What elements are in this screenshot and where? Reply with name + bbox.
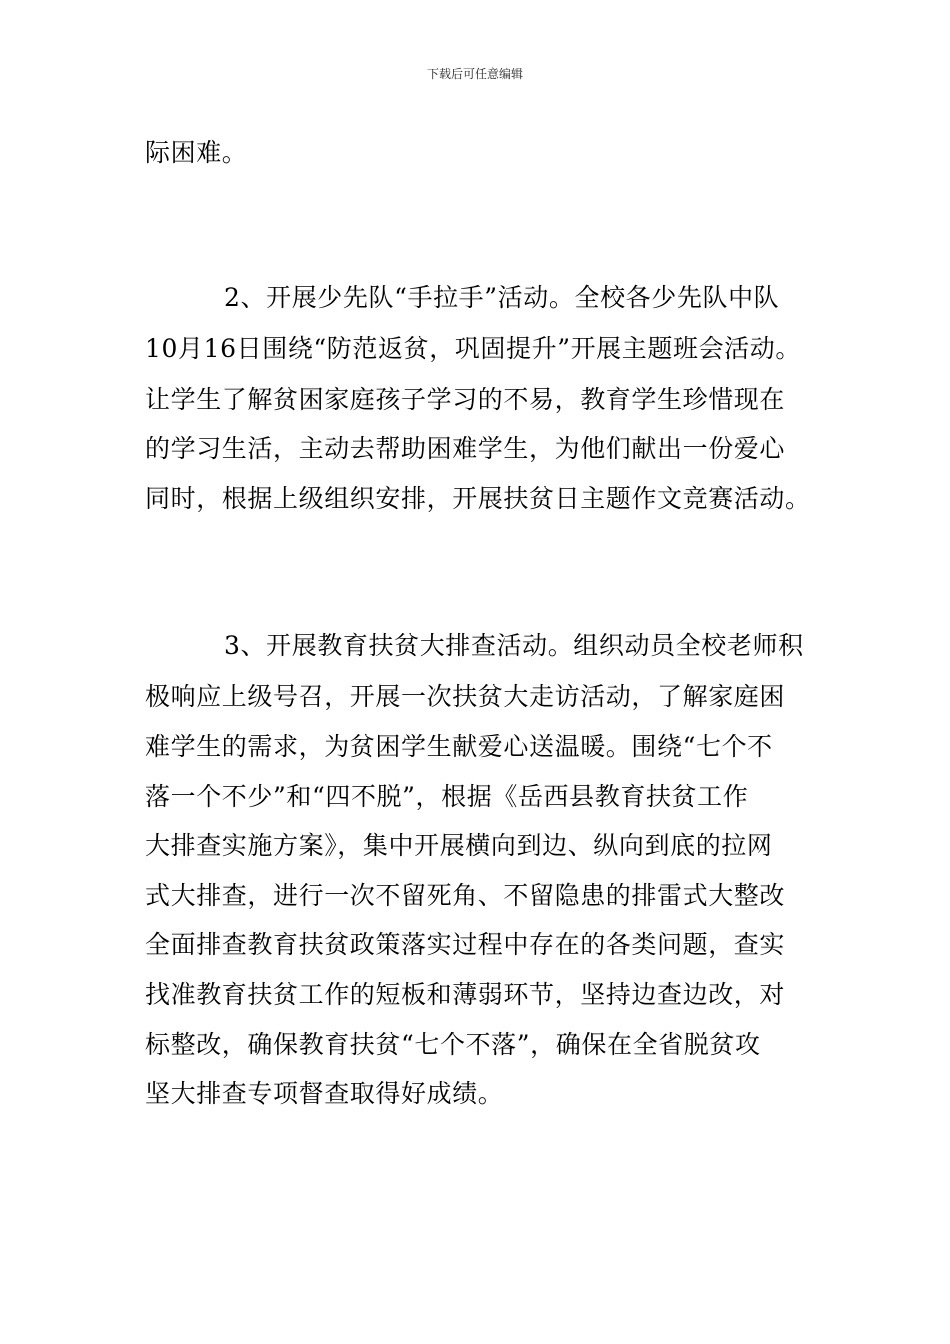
paragraph-3-line-3: 难学生的需求，为贫困学生献爱心送温暖。围绕“七个不	[145, 732, 773, 761]
paragraph-3-line-8: 找准教育扶贫工作的短板和薄弱环节，坚持边查边改，对	[145, 980, 786, 1009]
paragraph-1-line-1: 际困难。	[145, 138, 248, 167]
paragraph-3-line-4: 落一个不少”和“四不脱”，根据《岳西县教育扶贫工作	[145, 782, 749, 811]
paragraph-3-line-1: 3、开展教育扶贫大排查活动。组织动员全校老师积	[224, 631, 804, 660]
paragraph-2-line-5: 同时，根据上级组织安排，开展扶贫日主题作文竞赛活动。	[145, 484, 811, 513]
paragraph-3-line-6: 式大排查，进行一次不留死角、不留隐患的排雷式大整改	[145, 881, 786, 910]
paragraph-3-line-9: 标整改，确保教育扶贫“七个不落”，确保在全省脱贫攻	[145, 1030, 761, 1059]
paragraph-3-line-5: 大排查实施方案》，集中开展横向到边、纵向到底的拉网	[145, 831, 773, 860]
paragraph-3-line-7: 全面排查教育扶贫政策落实过程中存在的各类问题，查实	[145, 930, 786, 959]
paragraph-2-line-4: 的学习生活，主动去帮助困难学生，为他们献出一份爱心	[145, 434, 786, 463]
paragraph-2-line-3: 让学生了解贫困家庭孩子学习的不易，教育学生珍惜现在	[145, 385, 786, 414]
paragraph-2-line-2: 10月16日围绕“防范返贫，巩固提升”开展主题班会活动。	[145, 334, 801, 363]
page-header: 下载后可任意编辑	[426, 67, 523, 81]
paragraph-3-line-2: 极响应上级号召，开展一次扶贫大走访活动，了解家庭困	[145, 682, 786, 711]
paragraph-2-line-1: 2、开展少先队“手拉手”活动。全校各少先队中队	[224, 283, 780, 312]
paragraph-3-line-10: 坚大排查专项督查取得好成绩。	[145, 1079, 504, 1108]
